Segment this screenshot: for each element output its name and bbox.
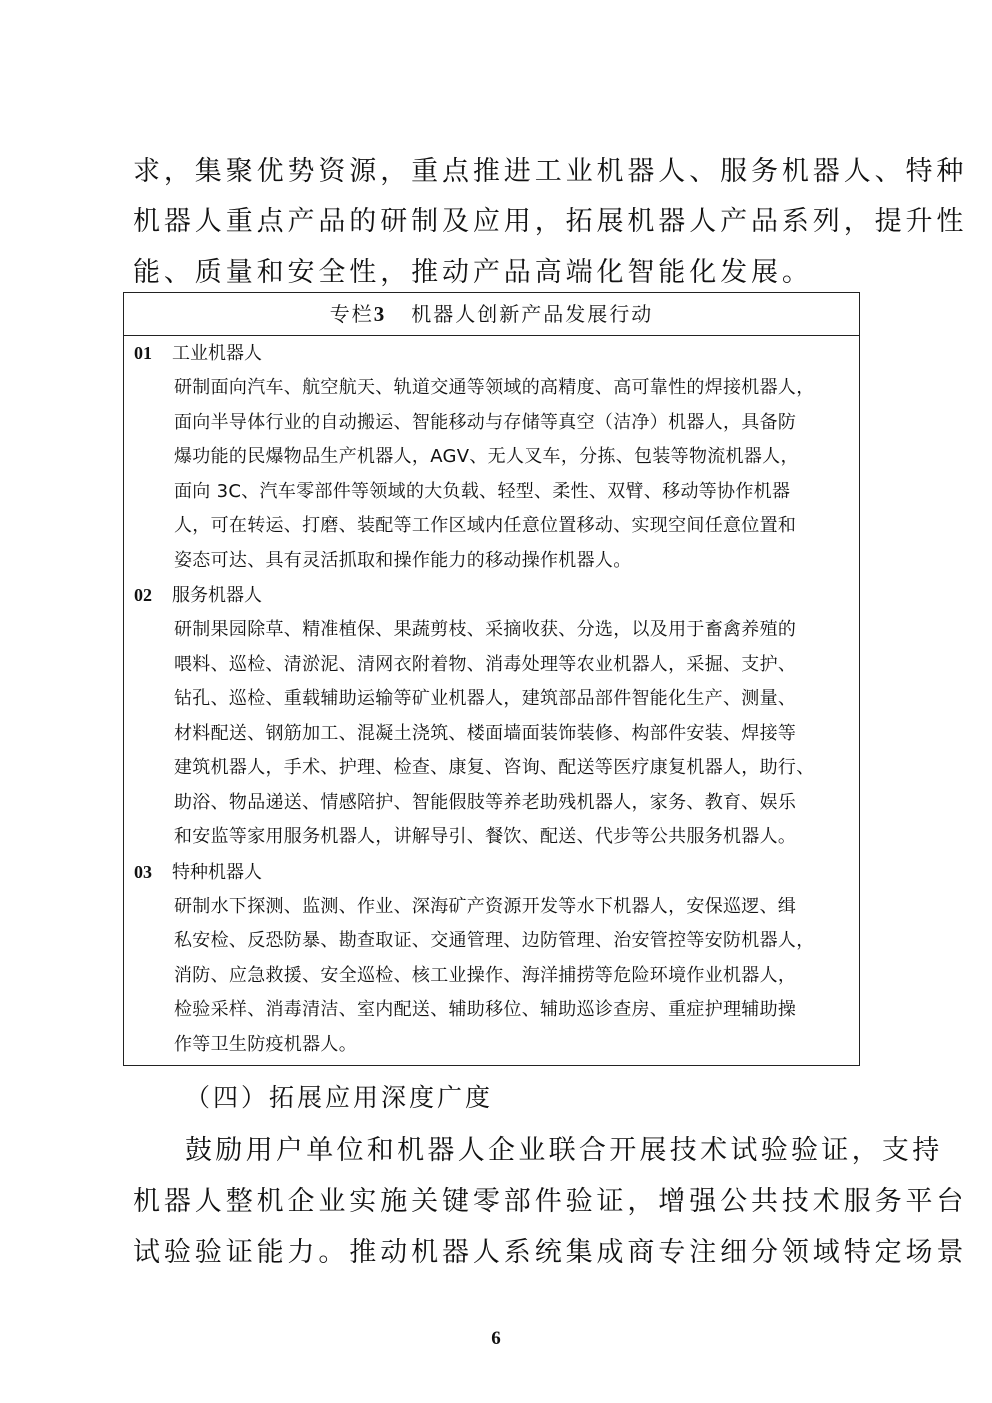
section-line: 私安检、反恐防暴、勘查取证、交通管理、边防管理、治安管控等安防机器人，	[174, 930, 815, 951]
intro-line: 机器人重点产品的研制及应用，拓展机器人产品系列，提升性	[133, 206, 968, 237]
section-line: 研制水下探测、监测、作业、深海矿产资源开发等水下机器人，安保巡逻、缉	[174, 896, 797, 917]
section-line: 爆功能的民爆物品生产机器人，AGV、无人叉车，分拣、包装等物流机器人，	[174, 446, 799, 467]
section-number: 02	[134, 585, 152, 605]
intro-line: 能、质量和安全性，推动产品高端化智能化发展。	[133, 257, 813, 288]
section-line: 喂料、巡检、清淤泥、清网衣附着物、消毒处理等农业机器人，采掘、支护、	[174, 654, 797, 675]
section-heading	[134, 857, 262, 888]
column-title	[124, 293, 859, 336]
section-line: 助浴、物品递送、情感陪护、智能假肢等养老助残机器人，家务、教育、娱乐	[174, 792, 797, 813]
section-line: 检验采样、消毒清洁、室内配送、辅助移位、辅助巡诊查房、重症护理辅助操	[174, 999, 797, 1020]
page-number: 6	[491, 1328, 501, 1349]
section-heading-four: （四）拓展应用深度广度	[185, 1083, 494, 1112]
closing-line: 鼓励用户单位和机器人企业联合开展技术试验验证，支持	[185, 1135, 943, 1166]
feature-column-box	[123, 292, 860, 1066]
column-title-prefix: 专栏	[329, 302, 374, 326]
section-line: 消防、应急救援、安全巡检、核工业操作、海洋捕捞等危险环境作业机器人，	[174, 965, 797, 986]
intro-line: 求，集聚优势资源，重点推进工业机器人、服务机器人、特种	[133, 156, 968, 187]
section-line: 姿态可达、具有灵活抓取和操作能力的移动操作机器人。	[174, 550, 632, 571]
section-number: 03	[134, 862, 152, 882]
section-line: 面向半导体行业的自动搬运、智能移动与存储等真空（洁净）机器人，具备防	[174, 412, 797, 433]
section-heading	[134, 580, 262, 611]
section-line: 和安监等家用服务机器人，讲解导引、餐饮、配送、代步等公共服务机器人。	[174, 826, 797, 847]
section-line: 钻孔、巡检、重载辅助运输等矿业机器人，建筑部品部件智能化生产、测量、	[174, 688, 797, 709]
closing-line: 机器人整机企业实施关键零部件验证，增强公共技术服务平台	[133, 1186, 968, 1217]
column-title-text: 机器人创新产品发展行动	[411, 302, 654, 326]
section-line: 人，可在转运、打磨、装配等工作区域内任意位置移动、实现空间任意位置和	[174, 515, 797, 536]
closing-line: 试验验证能力。推动机器人系统集成商专注细分领域特定场景	[133, 1237, 968, 1268]
section-heading	[134, 338, 262, 369]
section-line: 作等卫生防疫机器人。	[174, 1034, 357, 1055]
section-line: 研制面向汽车、航空航天、轨道交通等领域的高精度、高可靠性的焊接机器人，	[174, 377, 815, 398]
section-line: 材料配送、钢筋加工、混凝土浇筑、楼面墙面装饰装修、构部件安装、焊接等	[174, 723, 797, 744]
section-title: 服务机器人	[172, 585, 262, 606]
section-line: 面向 3C、汽车零部件等领域的大负载、轻型、柔性、双臂、移动等协作机器	[174, 481, 791, 502]
section-title: 特种机器人	[172, 862, 262, 883]
section-number: 01	[134, 343, 152, 363]
column-title-number: 3	[373, 302, 387, 326]
section-line: 研制果园除草、精准植保、果蔬剪枝、采摘收获、分选，以及用于畜禽养殖的	[174, 619, 797, 640]
section-line: 建筑机器人，手术、护理、检查、康复、咨询、配送等医疗康复机器人，助行、	[174, 757, 815, 778]
section-title: 工业机器人	[172, 343, 262, 364]
